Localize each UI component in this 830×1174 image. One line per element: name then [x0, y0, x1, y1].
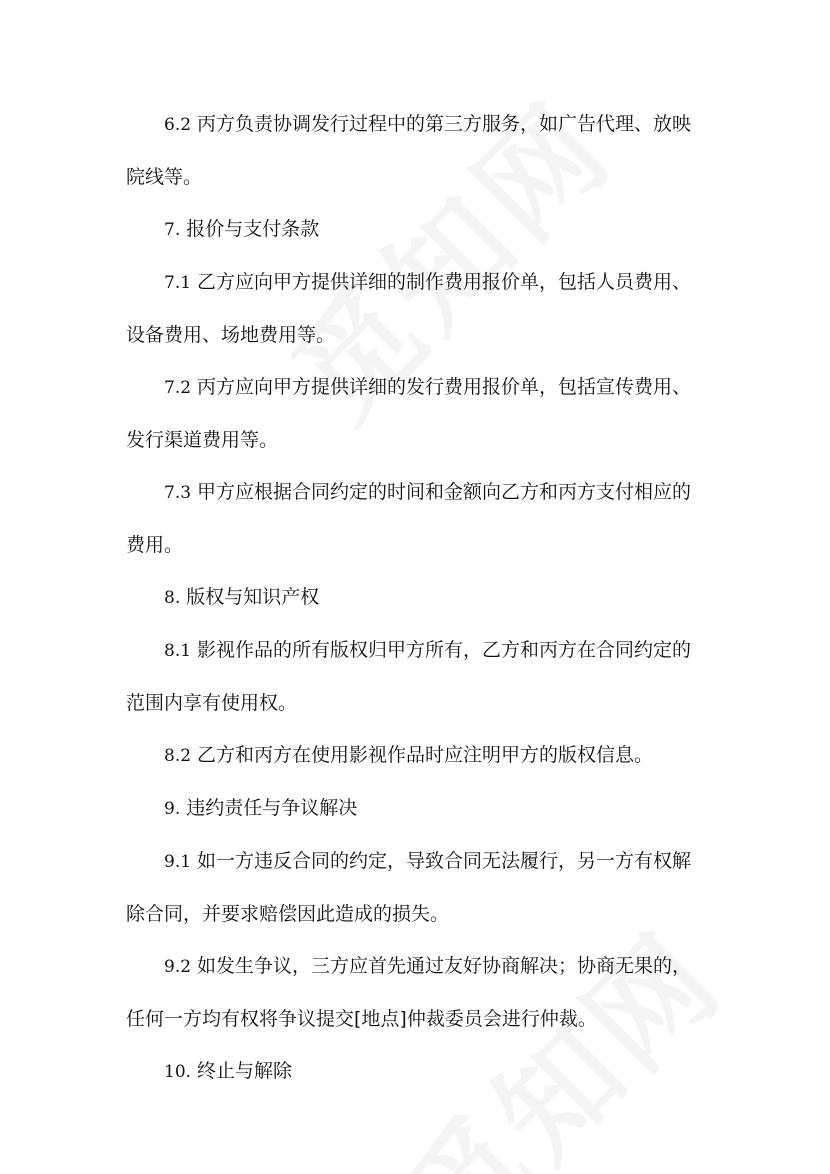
clause-9-1 [126, 835, 696, 940]
section-title: 报价与支付条款 [186, 218, 320, 240]
clause-7-2 [126, 361, 696, 466]
clause-number: 8.1 [164, 641, 192, 661]
clause-7-3 [126, 466, 696, 571]
clause-number: 9.2 [164, 957, 192, 977]
clause-text: 如发生争议，三方应首先通过友好协商解决；协商无果的，任何一方均有权将争议提交[地点]仲裁委员会进行仲裁。 [126, 955, 692, 1030]
section-number: 9. [164, 799, 181, 819]
section-10-heading [126, 1045, 696, 1098]
section-number: 10. [164, 1062, 192, 1082]
clause-text: 丙方应向甲方提供详细的发行费用报价单，包括宣传费用、发行渠道费用等。 [126, 376, 692, 451]
clause-8-1 [126, 624, 696, 729]
clause-text: 乙方应向甲方提供详细的制作费用报价单，包括人员费用、设备费用、场地费用等。 [126, 271, 692, 346]
section-title: 违约责任与争议解决 [186, 797, 358, 819]
section-number: 8. [164, 588, 181, 608]
clause-6-2 [126, 98, 696, 203]
section-8-heading [126, 571, 696, 624]
section-7-heading [126, 203, 696, 256]
clause-number: 8.2 [164, 746, 192, 766]
clause-8-2 [126, 729, 696, 782]
clause-text: 如一方违反合同的约定，导致合同无法履行，另一方有权解除合同，并要求赔偿因此造成的损失。 [126, 850, 692, 925]
clause-9-2 [126, 940, 696, 1045]
document-body [126, 98, 696, 1098]
clause-number: 7.1 [164, 273, 192, 293]
section-number: 7. [164, 220, 181, 240]
section-title: 终止与解除 [197, 1060, 293, 1082]
clause-text: 丙方负责协调发行过程中的第三方服务，如广告代理、放映院线等。 [126, 113, 692, 188]
clause-number: 9.1 [164, 852, 192, 872]
clause-7-1 [126, 256, 696, 361]
section-9-heading [126, 782, 696, 835]
clause-number: 7.3 [164, 483, 192, 503]
clause-number: 6.2 [164, 115, 192, 135]
clause-text: 甲方应根据合同约定的时间和金额向乙方和丙方支付相应的费用。 [126, 481, 692, 556]
clause-text: 影视作品的所有版权归甲方所有，乙方和丙方在合同约定的范围内享有使用权。 [126, 639, 692, 714]
clause-text: 乙方和丙方在使用影视作品时应注明甲方的版权信息。 [197, 744, 654, 766]
clause-number: 7.2 [164, 378, 192, 398]
section-title: 版权与知识产权 [186, 586, 320, 608]
